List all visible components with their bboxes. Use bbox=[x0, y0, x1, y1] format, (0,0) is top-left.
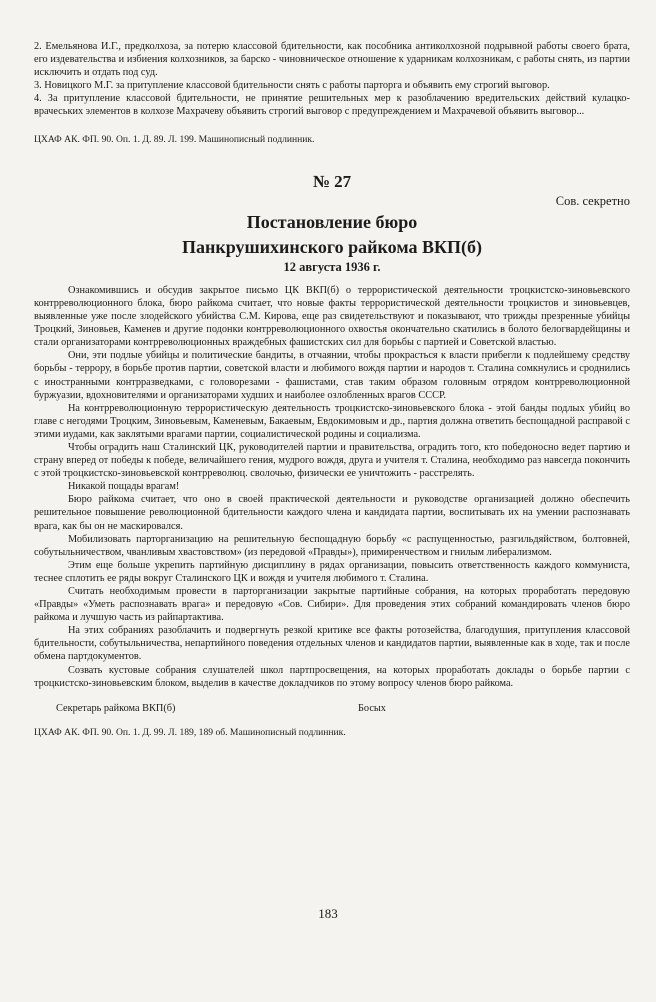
document-title-line1: Постановление бюро bbox=[246, 211, 418, 232]
body-paragraph: Ознакомившись и обсудив закрытое письмо ЦК ВКП(б) о террористической деятельности троцкистско-зиновьевского контрреволюционного блока, бюро райкома считает, что новые факты террористической деятельности троцкистов и зиновьевцев, выявленные уже после злодейского убийства С.М. Кирова, еще раз свидетельствуют и показывают, что трижды презренные убийцы Троцкий, Зиновьев, Каменев и другие подонки контрреволюционного охвостья окончательно скатились в болото белогвардейщины и стали организаторами контрреволюционных враждебных фашистских сил для борьбы с партией и Советской властью. bbox=[34, 284, 630, 349]
body-paragraph: Чтобы оградить наш Сталинский ЦК, руководителей партии и правительства, оградить того, кто победоносно ведет партию и страну вперед от победы к победе, величайшего гения, мудрого вождя, друга и учителя т. Сталина, необходимо раз навсегда покончить с этой троцкистско-зиновьевской контрреволюц. сволочью, физически ее уничтожить - расстрелять. bbox=[34, 441, 630, 480]
document-page bbox=[34, 40, 630, 739]
body-paragraph: На этих собраниях разоблачить и подвергнуть резкой критике все факты ротозейства, благодушия, притупления классовой бдительности, собутыльничества, непартийного поведения отдельных членов и кандидатов партии, выявленные как в ходе, так и после обмена партдокументов. bbox=[34, 625, 630, 663]
signature-block bbox=[34, 702, 630, 716]
document-title-line2: Панкрушихинского райкома ВКП(б) bbox=[181, 236, 483, 257]
body-paragraph: Этим еще больше укрепить партийную дисциплину в рядах организации, повысить ответственность каждого коммуниста, теснее сплотить ее ряды вокруг Сталинского ЦК и вождя и учителя любимого т. Сталина. bbox=[34, 559, 630, 584]
body-paragraph: Мобилизовать парторганизацию на решительную беспощадную борьбу «с распущенностью, разгильдяйством, болтовней, собутыльничеством, чванливым хвастовством» (из передовой «Правды»), примиренчеством и гнилым либерализмом. bbox=[34, 533, 630, 558]
page-number: 183 bbox=[318, 906, 338, 921]
document-date: 12 августа 1936 г. bbox=[283, 259, 381, 274]
body-paragraph: На контрреволюционную террористическую деятельность троцкистско-зиновьевского блока - этой банды подлых убийц во главе с негодями Троцким, Зиновьевым, Каменевым, Бакаевым, Евдокимовым и др., партия должна ответить беспощадной расправой с этими иудами, как заклятыми врагами партии, социалистической родины и социализма. bbox=[34, 402, 630, 440]
body-paragraph: Созвать кустовые собрания слушателей школ партпросвещения, на которых проработать доклады о борьбе партии с троцкистско-зиновьевским блоком, выделив в качестве докладчиков по этому вопросу членов бюро райкома. bbox=[34, 664, 630, 689]
body-paragraph: Никакой пощады врагам! bbox=[68, 481, 180, 493]
body-paragraph: Бюро райкома считает, что оно в своей практической деятельности и руководстве организацией должно обеспечить решительное повышение революционной бдительности каждого члена и кандидата партии, воспитывать их на умении распознавать врага, как бы он не маскировался. bbox=[34, 494, 630, 532]
signatory-name: Босых bbox=[358, 702, 386, 714]
body-paragraph: Считать необходимым провести в парторганизации закрытые партийные собрания, на которых проработать передовую «Правды» «Уметь распознавать врага» и передовую «Сов. Сибири». Для проведения этих собраний командировать членов бюро райкома и лучшую часть из райпартактива. bbox=[34, 586, 630, 624]
document-number: № 27 bbox=[312, 171, 352, 191]
resolution-item-4: 4. За притупление классовой бдительности, не принятие решительных мер к разоблачению вредительских действий кулацко-врачеських элементов в колхозе Махрачеву объявить строгий выговор с предупреждением и Махрачевой объявить выговор... bbox=[34, 93, 630, 118]
archive-source-citation: ЦХАФ АК. ФП. 90. Оп. 1. Д. 89. Л. 199. Машинописный подлинник. bbox=[34, 133, 315, 145]
body-paragraph: Они, эти подлые убийцы и политические бандиты, в отчаянии, чтобы прокрасться к власти прибегли к подлейшему средству борьбы - террору, в борьбе против партии, советской власти и любимого вождя партии и народов т. Сталина сомкнулись и сроднились с иностранными контрразведками, с головорезами - фашистами, став таким образом головным отрядом контрреволюционной буржуазии, вдохновителями и организаторами худших и наиболее озлобленных врагов СССР. bbox=[34, 350, 630, 401]
classification-mark: Сов. секретно bbox=[555, 193, 630, 208]
resolution-item-2: 2. Емельянова И.Г., предколхоза, за потерю классовой бдительности, как пособника антиколхозной подрывной работы своего брата, его издевательства и избиения колхозников, за барско - чиновническое отношение к ударникам колхозникам, с работы снять, из партии исключить и отдать под суд. bbox=[34, 41, 630, 79]
signatory-position: Секретарь райкома ВКП(б) bbox=[56, 702, 176, 714]
resolution-item-3: 3. Новицкого М.Г. за притупление классовой бдительности снять с работы парторга и объявить ему строгий выговор. bbox=[34, 80, 550, 92]
archive-source-citation-2: ЦХАФ АК. ФП. 90. Оп. 1. Д. 99. Л. 189, 189 об. Машинописный подлинник. bbox=[34, 726, 346, 738]
